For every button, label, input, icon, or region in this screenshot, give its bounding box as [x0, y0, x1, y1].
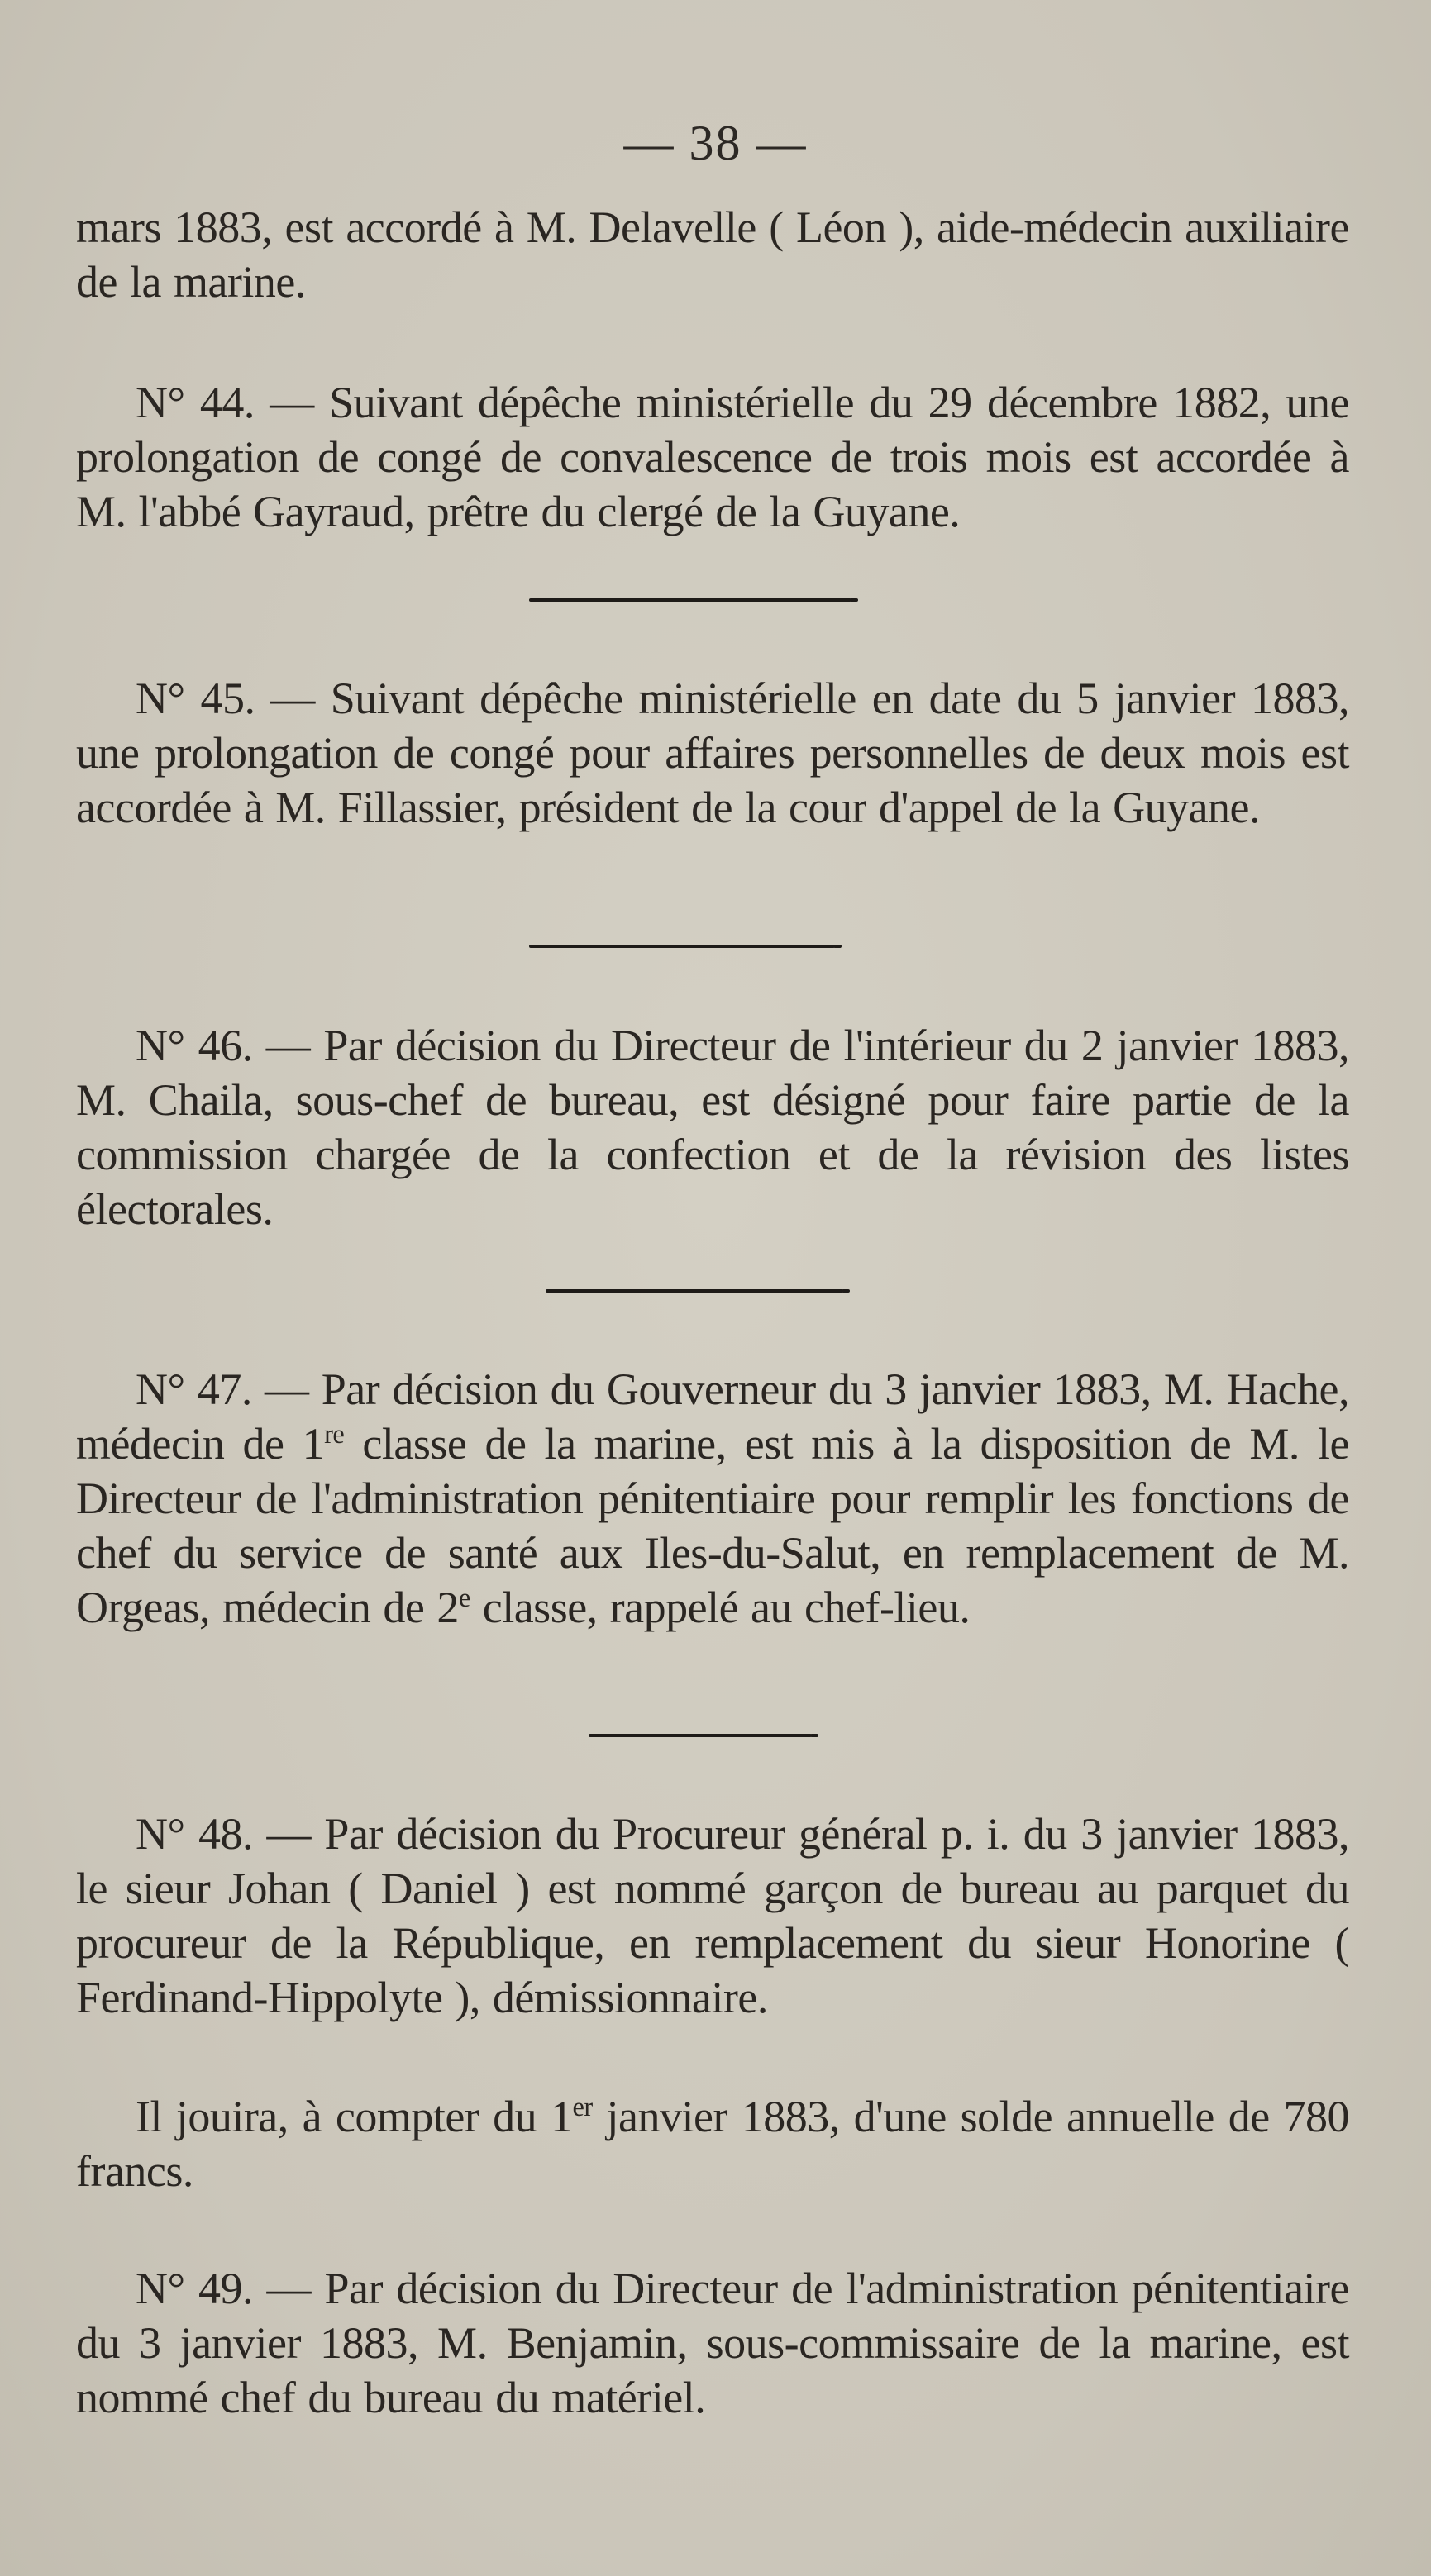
separator-rule [589, 1734, 812, 1737]
paragraph-47 [76, 1362, 1349, 1635]
ordinal-suffix: e [458, 1583, 470, 1613]
paragraph-47-text-a: N° 47. — Par décision du Gouverneur du 3 janvier 1883, M. Hache, médecin de 1 [76, 1364, 1349, 1469]
paragraph-46: N° 46. — Par décision du Directeur de l'intérieur du 2 janvier 1883, M. Chaila, sous-chef de bureau, est désigné pour faire partie de la commission chargée de la confection et de la révision des listes électorales. [76, 1021, 1349, 1234]
paragraph-43-continuation: mars 1883, est accordé à M. Delavelle ( Léon ), aide-médecin auxiliaire de la marine. [76, 202, 1349, 307]
paragraph-48-pay [76, 2089, 1349, 2198]
paragraph-47-text-c: classe, rappelé au chef-lieu. [470, 1583, 971, 1632]
paragraph-45: N° 45. — Suivant dépêche ministérielle en date du 5 janvier 1883, une prolongation de congé pour affaires personnelles de deux mois est accordée à M. Fillassier, président de la cour d'appel de la Guyane. [76, 674, 1349, 832]
paragraph-48-pay-text-b: janvier 1883, d'une solde annuelle de 780 francs. [76, 2092, 1349, 2196]
ordinal-suffix: re [324, 1420, 345, 1450]
paragraph-47-text-b: classe de la marine, est mis à la disposition de M. le Directeur de l'administration pénitentiaire pour remplir les fonctions de chef du service de santé aux Iles-du-Salut, en remplacement de M. Orgeas, médecin de 2 [76, 1419, 1349, 1632]
separator-rule [529, 945, 835, 948]
paragraph-49: N° 49. — Par décision du Directeur de l'administration pénitentiaire du 3 janvier 1883, M. Benjamin, sous-commissaire de la marine, est nommé chef du bureau du matériel. [76, 2264, 1349, 2422]
paragraph-48: N° 48. — Par décision du Procureur général p. i. du 3 janvier 1883, le sieur Johan ( Daniel ) est nommé garçon de bureau au parquet du procureur de la République, en remplacement du sieur Honorine ( Ferdinand-Hippolyte ), démissionnaire. [76, 1809, 1349, 2022]
paragraph-48-pay-text-a: Il jouira, à compter du 1 [136, 2092, 573, 2141]
paragraph-44: N° 44. — Suivant dépêche ministérielle du 29 décembre 1882, une prolongation de congé de convalescence de trois mois est accordée à M. l'abbé Gayraud, prêtre du clergé de la Guyane. [76, 378, 1349, 536]
separator-rule [546, 1289, 843, 1293]
ordinal-suffix: er [572, 2093, 593, 2122]
separator-rule [529, 598, 851, 602]
page-number: — 38 — [623, 116, 808, 170]
